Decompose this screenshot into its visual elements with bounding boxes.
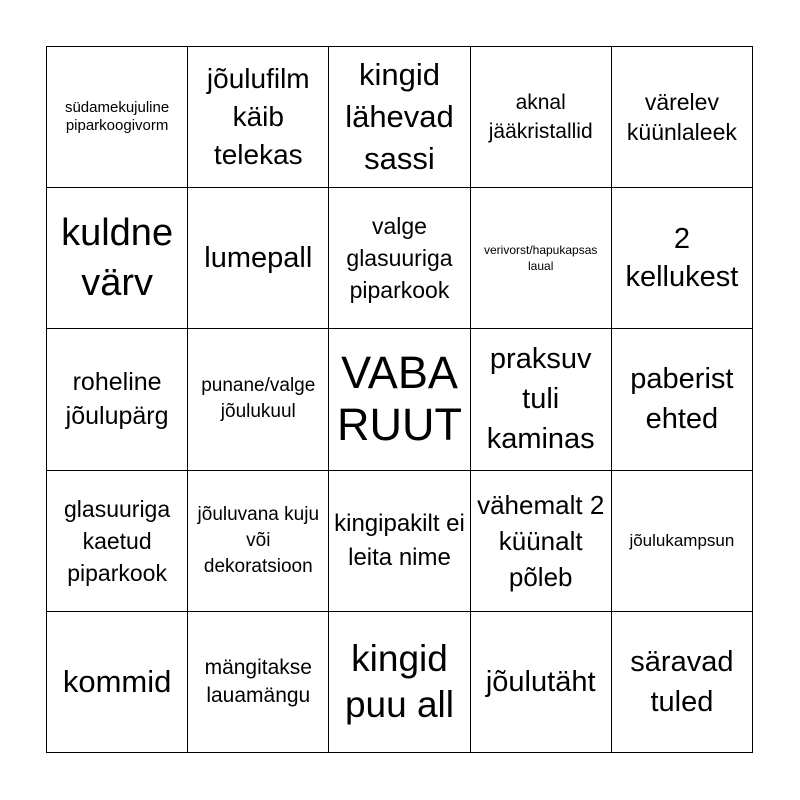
bingo-cell-r4c2[interactable] (188, 471, 329, 612)
bingo-cell-text: kingipakilt ei leita nime (334, 509, 465, 571)
bingo-cell-r4c5[interactable] (612, 471, 753, 612)
bingo-cell-text: lumepall (204, 242, 313, 275)
bingo-cell-text: aknal jääkristallid (488, 91, 593, 144)
bingo-cell-r4c4[interactable] (471, 471, 612, 612)
bingo-cell-r5c3[interactable] (329, 612, 470, 753)
bingo-cell-text: jõuluvana kuju või dekoratsioon (197, 503, 320, 577)
bingo-cell-r1c2[interactable] (188, 47, 329, 188)
free-space: VABA RUUT (336, 347, 462, 451)
bingo-cell-text: jõulutäht (485, 665, 596, 698)
bingo-cell-r2c3[interactable] (329, 188, 470, 329)
bingo-cell-text: säravad tuled (630, 645, 734, 718)
bingo-cell-text: verivorst/hapukapsas laual (483, 243, 598, 274)
bingo-cell-r2c5[interactable] (612, 188, 753, 329)
bingo-cell-text: kommid (62, 663, 172, 699)
bingo-cell-r4c1[interactable] (47, 471, 188, 612)
bingo-cell-text: punane/valge jõulukuul (201, 375, 316, 423)
bingo-cell-text: roheline jõulupärg (65, 368, 169, 431)
bingo-cell-text: valge glasuuriga piparkook (346, 213, 453, 304)
bingo-cell-r3c4[interactable] (471, 329, 612, 470)
bingo-cell-r5c5[interactable] (612, 612, 753, 753)
bingo-cell-r3c1[interactable] (47, 329, 188, 470)
bingo-cell-text: kuldne värv (61, 212, 174, 305)
bingo-cell-text: glasuuriga kaetud piparkook (64, 495, 171, 586)
bingo-cell-r4c3[interactable] (329, 471, 470, 612)
bingo-cell-text: vähemalt 2 küünalt põleb (477, 489, 605, 592)
bingo-cell-r2c1[interactable] (47, 188, 188, 329)
bingo-cell-text: paberist ehted (630, 363, 734, 436)
bingo-cell-r5c4[interactable] (471, 612, 612, 753)
bingo-cell-text: jõulufilm käib telekas (206, 63, 310, 171)
bingo-cell-text: mängitakse lauamängu (204, 655, 312, 707)
bingo-cell-r1c3[interactable] (329, 47, 470, 188)
bingo-cell-r5c2[interactable] (188, 612, 329, 753)
bingo-cell-text: 2 kellukest (625, 223, 739, 294)
bingo-cell-text: värelev küünlaleek (626, 89, 737, 146)
bingo-cell-r1c4[interactable] (471, 47, 612, 188)
bingo-cell-text: praksuv tuli kaminas (486, 343, 595, 456)
bingo-cell-r2c2[interactable] (188, 188, 329, 329)
bingo-cell-text: jõulukampsun (629, 530, 735, 550)
bingo-cell-r1c1[interactable] (47, 47, 188, 188)
bingo-cell-text: südamekujuline piparkoogivorm (64, 99, 170, 135)
bingo-cell-text: kingid lähevad sassi (345, 57, 454, 177)
bingo-cell-r3c5[interactable] (612, 329, 753, 470)
bingo-cell-r3c2[interactable] (188, 329, 329, 470)
bingo-cell-r1c5[interactable] (612, 47, 753, 188)
bingo-board (46, 46, 753, 753)
bingo-cell-r3c3[interactable] (329, 329, 470, 470)
bingo-cell-r5c1[interactable] (47, 612, 188, 753)
bingo-cell-r2c4[interactable] (471, 188, 612, 329)
bingo-cell-text: kingid puu all (344, 637, 454, 725)
